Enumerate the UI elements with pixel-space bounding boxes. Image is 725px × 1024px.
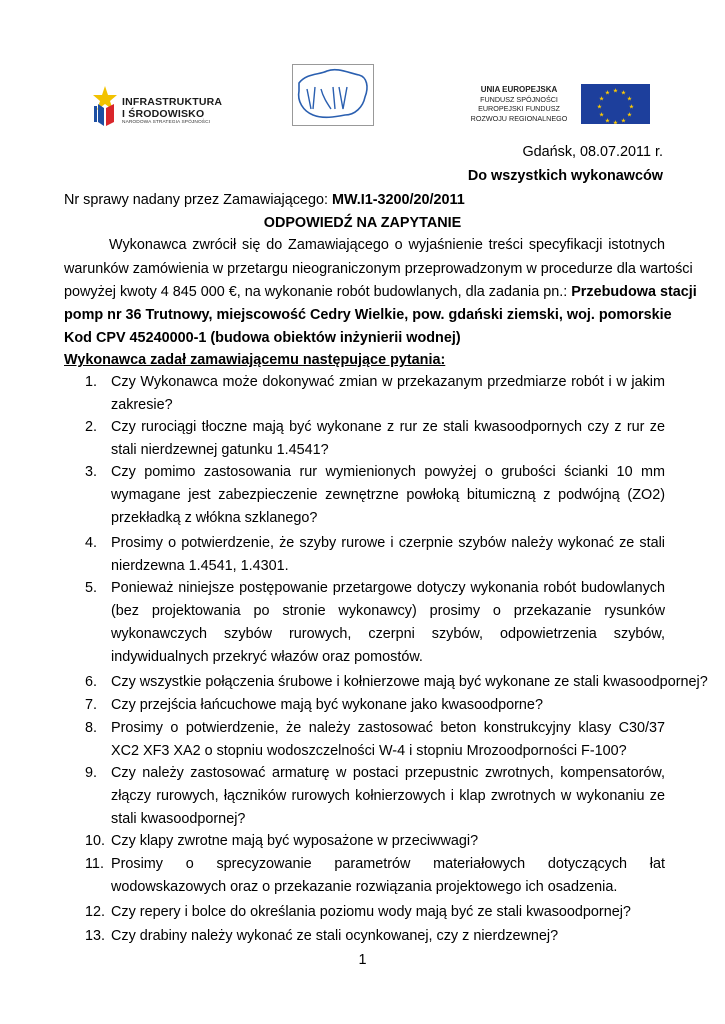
list-item	[64, 671, 708, 694]
svg-text:★: ★	[604, 89, 611, 97]
list-item-number: 9.	[85, 765, 98, 781]
svg-text:★: ★	[628, 103, 635, 111]
svg-text:★: ★	[620, 117, 627, 124]
list-item-number: 10.	[85, 833, 106, 849]
eu-label-line3: EUROPEJSKI FUNDUSZ	[478, 104, 560, 114]
list-item-number: 2.	[85, 419, 98, 435]
intro-line-1: Wykonawca zwrócił się do Zamawiającego o wyjaśnienie treści specyfikacji istotnych	[109, 237, 665, 253]
list-item-text: Prosimy o potwierdzenie, że szyby rurowe i czerpnie szybów należy wykonać ze stali nierdzewna 1.4541, 1.4301.	[111, 535, 665, 574]
list-item	[64, 532, 665, 578]
case-number-prefix: Nr sprawy nadany przez Zamawiającego:	[64, 192, 332, 208]
list-item-text: Czy przejścia łańcuchowe mają być wykonane jako kwasoodporne?	[111, 697, 543, 713]
star-emblem-icon	[90, 84, 120, 128]
svg-text:★: ★	[612, 119, 619, 124]
list-item	[64, 416, 665, 462]
list-item-number: 4.	[85, 535, 98, 551]
list-item	[64, 853, 665, 899]
document-title: ODPOWIEDŹ NA ZAPYTANIE	[263, 215, 462, 231]
infrastructure-logo	[90, 84, 250, 128]
svg-text:★: ★	[604, 117, 611, 124]
list-item-text: Ponieważ niniejsze postępowanie przetargowe dotyczy wykonania robót budowlanych (bez projektowania po stronie wykonawcy) prosimy o przekazanie rysunków wykonawczych szybów rurowych, czerpni szybów, odpowietrzenia szybów, indywidualnych przekryć włazów oraz pomostów.	[111, 580, 665, 665]
list-item	[64, 461, 665, 530]
list-item	[64, 830, 665, 853]
infrastructure-logo-line1: INFRASTRUKTURA	[122, 96, 223, 108]
list-item-number: 7.	[85, 697, 98, 713]
list-item-text: Czy należy zastosować armaturę w postaci przepustnic zwrotnych, kompensatorów, złączy rurowych, łączników rurowych kołnierzowych i klap zwrotnych w wykonaniu ze stali kwasoodpornej?	[111, 765, 665, 827]
list-item-number: 6.	[85, 674, 98, 690]
task-name-start: Przebudowa stacji	[571, 284, 697, 300]
list-item-number: 13.	[85, 928, 106, 944]
eu-flag-icon	[581, 84, 650, 124]
intro-line-2: warunków zamówienia w przetargu nieograniczonym przeprowadzonym w procedurze dla wartości	[64, 261, 693, 277]
list-item	[64, 577, 665, 669]
list-item	[64, 694, 665, 717]
addressee: Do wszystkich wykonawców	[467, 168, 663, 184]
intro-line-3-text: powyżej kwoty 4 845 000 €, na wykonanie robót budowlanych, dla zadania pn.:	[64, 284, 572, 300]
list-item-number: 3.	[85, 464, 98, 480]
case-number: MW.I1-3200/20/2011	[331, 192, 465, 208]
infrastructure-logo-line3: NARODOWA STRATEGIA SPÓJNOŚCI	[122, 120, 211, 125]
list-item-number: 12.	[85, 904, 106, 920]
list-item-number: 11.	[85, 856, 104, 872]
list-item	[64, 762, 665, 831]
svg-text:★: ★	[598, 111, 605, 119]
svg-text:★: ★	[626, 95, 633, 103]
page-number: 1	[358, 952, 367, 968]
regional-map-logo-icon	[292, 64, 374, 126]
list-item-text: Prosimy o potwierdzenie, że należy zastosować beton konstrukcyjny klasy C30/37 XC2 XF3 XA2 o stopniu wodoszczelności W-4 i stopniu Mrozoodporności F-100?	[111, 720, 665, 759]
svg-text:★: ★	[612, 87, 619, 95]
case-number-line	[64, 191, 465, 209]
list-item-number: 1.	[85, 374, 98, 390]
questions-heading: Wykonawca zadał zamawiającemu następujące pytania:	[64, 352, 446, 368]
list-item-number: 8.	[85, 720, 98, 736]
list-item-text: Czy drabiny należy wykonać ze stali ocynkowanej, czy z nierdzewnej?	[111, 928, 559, 944]
list-item	[64, 717, 665, 763]
list-item-text: Czy wszystkie połączenia śrubowe i kołnierzowe mają być wykonane ze stali kwasoodpornej?	[111, 674, 708, 690]
list-item	[64, 371, 665, 417]
list-item-text: Czy repery i bolce do określania poziomu wody mają być ze stali kwasoodpornej?	[111, 904, 631, 920]
place-date: Gdańsk, 08.07.2011 r.	[522, 144, 663, 160]
svg-text:★: ★	[598, 95, 605, 103]
svg-text:★: ★	[626, 111, 633, 119]
list-item-text: Czy klapy zwrotne mają być wyposażone w przeciwwagi?	[111, 833, 479, 849]
eu-label-line2: FUNDUSZ SPÓJNOŚCI	[480, 94, 558, 104]
list-item	[64, 925, 665, 948]
list-item-text: Czy rurociągi tłoczne mają być wykonane z rur ze stali kwasoodpornych czy z rur ze stali nierdzewnej gatunku 1.4541?	[111, 419, 665, 458]
list-item	[64, 901, 665, 924]
list-item-number: 5.	[85, 580, 98, 596]
svg-text:★: ★	[596, 103, 603, 111]
cpv-code: Kod CPV 45240000-1 (budowa obiektów inżynierii wodnej)	[64, 330, 461, 346]
task-name-end: pomp nr 36 Trutnowy, miejscowość Cedry Wielkie, pow. gdański ziemski, woj. pomorskie	[64, 307, 672, 323]
svg-text:★: ★	[620, 89, 627, 97]
eu-label-line1: UNIA EUROPEJSKA	[480, 85, 558, 94]
list-item-text: Prosimy o sprecyzowanie parametrów materiałowych dotyczących łat wodowskazowych oraz o przekazanie rozwiązania projektowego ich osadzenia.	[111, 856, 665, 895]
list-item-text: Czy Wykonawca może dokonywać zmian w przekazanym przedmiarze robót i w jakim zakresie?	[111, 374, 665, 413]
infrastructure-logo-line2: I ŚRODOWISKO	[122, 108, 205, 120]
eu-funds-label	[466, 85, 572, 123]
intro-line-3	[64, 283, 697, 301]
eu-label-line4: ROZWOJU REGIONALNEGO	[470, 113, 568, 123]
list-item-text: Czy pomimo zastosowania rur wymienionych powyżej o grubości ścianki 10 mm wymagane jest zabezpieczenie zewnętrzne powłoką bitumiczną z podwójną (ZO2) przekładką z włókna szklanego?	[111, 464, 665, 526]
